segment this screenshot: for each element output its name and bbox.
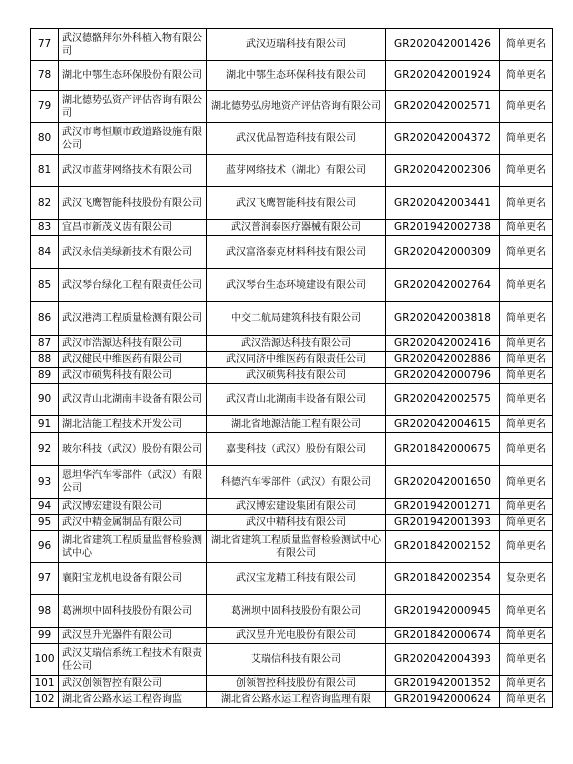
table-row [31,628,553,644]
new-name-cell: 嘉斐科技（武汉）股份有限公司 [207,433,386,466]
change-type-cell: 简单更名 [500,91,553,123]
former-name-cell: 湖北德势弘资产评估咨询有限公司 [59,91,207,123]
new-name-cell: 蓝芽网络技术（湖北）有限公司 [207,155,386,187]
row-number-cell: 98 [31,595,59,628]
former-name-cell: 湖北省公路水运工程咨询监 [59,692,207,708]
former-name-cell: 武汉市粤恒顺市政道路设施有限公司 [59,123,207,155]
change-type-cell: 简单更名 [500,466,553,499]
change-type-cell: 简单更名 [500,595,553,628]
certificate-code-cell: GR201942001352 [386,676,500,692]
table-row [31,187,553,220]
change-type-cell: 简单更名 [500,123,553,155]
new-name-cell: 武汉迈瑞科技有限公司 [207,29,386,61]
new-name-cell: 湖北中鄂生态环保科技有限公司 [207,61,386,91]
table-row [31,155,553,187]
change-type-cell: 简单更名 [500,269,553,302]
certificate-code-cell: GR202042002306 [386,155,500,187]
change-type-cell: 简单更名 [500,416,553,433]
former-name-cell: 武汉市浩源达科技有限公司 [59,336,207,352]
former-name-cell: 武汉昱升光器件有限公司 [59,628,207,644]
former-name-cell: 武汉港湾工程质量检测有限公司 [59,302,207,336]
table-row [31,515,553,531]
change-type-cell: 简单更名 [500,676,553,692]
row-number-cell: 96 [31,531,59,563]
table-row [31,123,553,155]
certificate-code-cell: GR202042001426 [386,29,500,61]
new-name-cell: 武汉中精科技有限公司 [207,515,386,531]
certificate-code-cell: GR202042002886 [386,352,500,368]
change-type-cell: 简单更名 [500,499,553,515]
new-name-cell: 武汉硕隽科技有限公司 [207,368,386,384]
change-type-cell: 简单更名 [500,433,553,466]
new-name-cell: 武汉同济中维医药有限责任公司 [207,352,386,368]
change-type-cell: 简单更名 [500,352,553,368]
new-name-cell: 武汉青山北湖南丰设备有限公司 [207,384,386,416]
new-name-cell: 艾瑞信科技有限公司 [207,644,386,676]
former-name-cell: 湖北省建筑工程质量监督检验测试中心 [59,531,207,563]
former-name-cell: 武汉青山北湖南丰设备有限公司 [59,384,207,416]
row-number-cell: 78 [31,61,59,91]
change-type-cell: 简单更名 [500,368,553,384]
table-row [31,368,553,384]
certificate-code-cell: GR201842002152 [386,531,500,563]
former-name-cell: 湖北中鄂生态环保股份有限公司 [59,61,207,91]
new-name-cell: 武汉优品智造科技有限公司 [207,123,386,155]
table-row [31,352,553,368]
new-name-cell: 武汉昱升光电股份有限公司 [207,628,386,644]
table-row [31,91,553,123]
row-number-cell: 77 [31,29,59,61]
change-type-cell: 简单更名 [500,61,553,91]
change-type-cell: 简单更名 [500,187,553,220]
table-row [31,466,553,499]
certificate-code-cell: GR202042002575 [386,384,500,416]
new-name-cell: 湖北省建筑工程质量监督检验测试中心有限公司 [207,531,386,563]
table-row [31,416,553,433]
change-type-cell: 简单更名 [500,644,553,676]
new-name-cell: 武汉飞鹰智能科技有限公司 [207,187,386,220]
certificate-code-cell: GR202042003441 [386,187,500,220]
row-number-cell: 86 [31,302,59,336]
change-type-cell: 简单更名 [500,515,553,531]
change-type-cell: 简单更名 [500,29,553,61]
row-number-cell: 91 [31,416,59,433]
new-name-cell: 武汉博宏建设集团有限公司 [207,499,386,515]
row-number-cell: 84 [31,236,59,269]
row-number-cell: 83 [31,220,59,236]
certificate-code-cell: GR202042001924 [386,61,500,91]
certificate-code-cell: GR202042004393 [386,644,500,676]
table-row [31,531,553,563]
former-name-cell: 武汉琴台绿化工程有限责任公司 [59,269,207,302]
certificate-code-cell: GR201842000675 [386,433,500,466]
former-name-cell: 襄阳宝龙机电设备有限公司 [59,563,207,595]
row-number-cell: 102 [31,692,59,708]
new-name-cell: 湖北省地源洁能工程有限公司 [207,416,386,433]
row-number-cell: 79 [31,91,59,123]
former-name-cell: 武汉市蓝芽网络技术有限公司 [59,155,207,187]
certificate-code-cell: GR202042002571 [386,91,500,123]
former-name-cell: 武汉创领智控有限公司 [59,676,207,692]
new-name-cell: 武汉普润泰医疗器械有限公司 [207,220,386,236]
certificate-code-cell: GR201942001393 [386,515,500,531]
change-type-cell: 简单更名 [500,628,553,644]
former-name-cell: 武汉博宏建设有限公司 [59,499,207,515]
table-row [31,563,553,595]
row-number-cell: 97 [31,563,59,595]
certificate-code-cell: GR201942002738 [386,220,500,236]
former-name-cell: 武汉艾瑞信系统工程技术有限责任公司 [59,644,207,676]
row-number-cell: 101 [31,676,59,692]
row-number-cell: 99 [31,628,59,644]
table-row [31,384,553,416]
table-row [31,61,553,91]
former-name-cell: 武汉健民中维医药有限公司 [59,352,207,368]
row-number-cell: 92 [31,433,59,466]
former-name-cell: 玻尔科技（武汉）股份有限公司 [59,433,207,466]
table-row [31,220,553,236]
change-type-cell: 简单更名 [500,236,553,269]
new-name-cell: 科德汽车零部件（武汉）有限公司 [207,466,386,499]
table-row [31,236,553,269]
row-number-cell: 81 [31,155,59,187]
row-number-cell: 90 [31,384,59,416]
certificate-code-cell: GR202042004615 [386,416,500,433]
table-row [31,692,553,708]
row-number-cell: 85 [31,269,59,302]
change-type-cell: 简单更名 [500,531,553,563]
row-number-cell: 89 [31,368,59,384]
table-row [31,336,553,352]
new-name-cell: 武汉琴台生态环境建设有限公司 [207,269,386,302]
certificate-code-cell: GR201842002354 [386,563,500,595]
certificate-code-cell: GR201942000945 [386,595,500,628]
new-name-cell: 创领智控科技股份有限公司 [207,676,386,692]
change-type-cell: 简单更名 [500,302,553,336]
table-row [31,433,553,466]
row-number-cell: 93 [31,466,59,499]
certificate-code-cell: GR202042000309 [386,236,500,269]
table-row [31,499,553,515]
change-type-cell: 简单更名 [500,155,553,187]
new-name-cell: 湖北省公路水运工程咨询监理有限 [207,692,386,708]
table-row [31,302,553,336]
row-number-cell: 100 [31,644,59,676]
former-name-cell: 宜昌市新茂义齿有限公司 [59,220,207,236]
row-number-cell: 94 [31,499,59,515]
certificate-code-cell: GR202042002764 [386,269,500,302]
certificate-code-cell: GR202042003818 [386,302,500,336]
table-row [31,644,553,676]
change-type-cell: 简单更名 [500,220,553,236]
former-name-cell: 葛洲坝中固科技股份有限公司 [59,595,207,628]
former-name-cell: 武汉永信美绿新技术有限公司 [59,236,207,269]
row-number-cell: 80 [31,123,59,155]
certificate-code-cell: GR202042004372 [386,123,500,155]
former-name-cell: 恩坦华汽车零部件（武汉）有限公司 [59,466,207,499]
row-number-cell: 95 [31,515,59,531]
former-name-cell: 武汉德骼拜尔外科植入物有限公司 [59,29,207,61]
change-type-cell: 简单更名 [500,336,553,352]
new-name-cell: 中交二航局建筑科技有限公司 [207,302,386,336]
table-row [31,269,553,302]
company-rename-table [30,28,553,708]
certificate-code-cell: GR202042001650 [386,466,500,499]
new-name-cell: 武汉浩源达科技有限公司 [207,336,386,352]
certificate-code-cell: GR202042002416 [386,336,500,352]
former-name-cell: 武汉飞鹰智能科技股份有限公司 [59,187,207,220]
row-number-cell: 87 [31,336,59,352]
certificate-code-cell: GR202042000796 [386,368,500,384]
new-name-cell: 武汉宝龙精工科技有限公司 [207,563,386,595]
certificate-code-cell: GR201842000674 [386,628,500,644]
new-name-cell: 葛洲坝中固科技股份有限公司 [207,595,386,628]
table-row [31,595,553,628]
certificate-code-cell: GR201942000624 [386,692,500,708]
table-body [31,29,553,708]
new-name-cell: 湖北德势弘房地资产评估咨询有限公司 [207,91,386,123]
table-row [31,676,553,692]
new-name-cell: 武汉富洛泰克材料科技有限公司 [207,236,386,269]
row-number-cell: 88 [31,352,59,368]
change-type-cell: 简单更名 [500,384,553,416]
former-name-cell: 武汉中精金属制品有限公司 [59,515,207,531]
certificate-code-cell: GR201942001271 [386,499,500,515]
change-type-cell: 简单更名 [500,692,553,708]
table-row [31,29,553,61]
former-name-cell: 武汉市硕隽科技有限公司 [59,368,207,384]
row-number-cell: 82 [31,187,59,220]
change-type-cell: 复杂更名 [500,563,553,595]
former-name-cell: 湖北洁能工程技术开发公司 [59,416,207,433]
